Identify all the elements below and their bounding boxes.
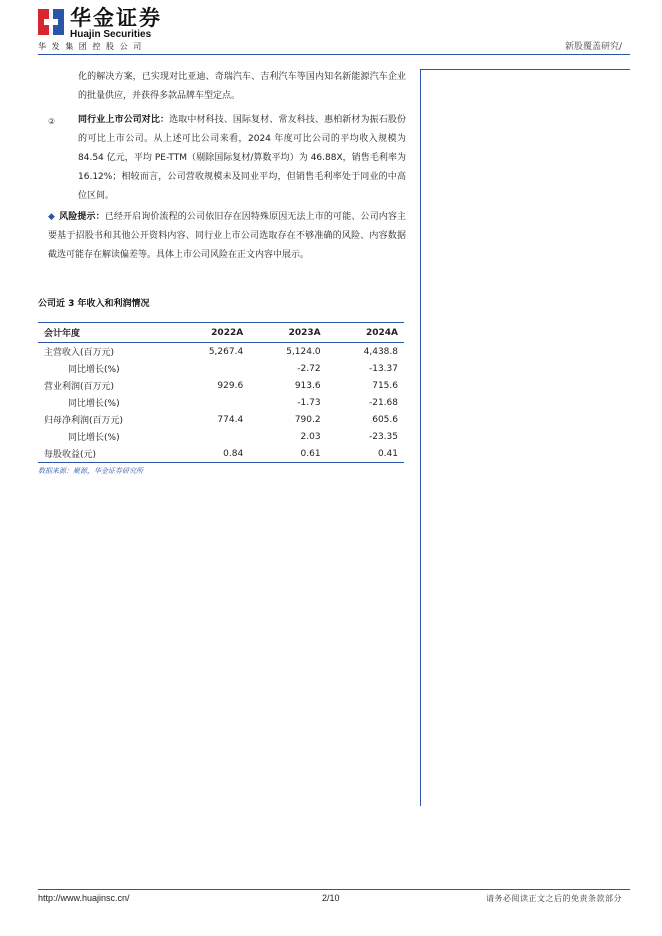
header-divider [38, 54, 630, 55]
table-row [38, 377, 404, 394]
cell-value: 4,438.8 [363, 346, 398, 357]
cell-value: -1.73 [297, 397, 321, 408]
cell-value: 790.2 [294, 414, 321, 425]
page-number: 2/10 [322, 893, 340, 903]
table-row [38, 343, 404, 361]
cell-value: 715.6 [372, 380, 398, 391]
row-label: 归母净利润(百万元) [44, 416, 124, 426]
row-label: 营业利润(百万元) [44, 382, 115, 392]
financial-table [38, 322, 404, 463]
paragraph-peer-comparison [78, 111, 406, 206]
cell-value: 5,267.4 [208, 346, 244, 357]
cell-value [172, 394, 249, 411]
huajin-logo-icon [38, 9, 64, 35]
table-source-note: 数据来源：聚源，华金证券研究所 [38, 467, 143, 475]
table-row [38, 445, 404, 463]
row-label: 主营收入(百万元) [44, 348, 115, 358]
cell-value: 0.61 [249, 445, 326, 463]
row-label: 同比增长(%) [68, 365, 120, 375]
peer-comparison-text: 选取中材科技、国际复材、常友科技、惠柏新材为振石股份的可比上市公司。从上述可比公司来看，2024 年度可比公司的平均收入规模为 84.54 亿元，平均 PE-TTM（剔除国际复材/算数平均）为 46.88X，销售毛利率为 16.12%；相较而言，公司营收规模未及同业平均，但销售毛利率处于同业的中高位区间。 [78, 115, 406, 201]
cell-value: 929.6 [217, 380, 244, 391]
table-row [38, 428, 404, 445]
cell-value: 0.84 [172, 445, 249, 463]
cell-value [172, 360, 249, 377]
cell-value: 774.4 [217, 414, 244, 425]
table-row [38, 411, 404, 428]
logo-english-name: Huajin Securities [70, 29, 152, 40]
report-section-label: 新股覆盖研究/ [564, 42, 622, 52]
header-2022a: 2022A [172, 323, 249, 343]
cell-value: 5,124.0 [286, 346, 321, 357]
table-header-row [38, 323, 404, 343]
row-label: 每股收益(元) [38, 445, 172, 463]
footer-website-link[interactable]: http://www.huajinsc.cn/ [38, 893, 130, 903]
cell-value: -2.72 [297, 363, 321, 374]
list-marker-2: ② [48, 117, 56, 126]
footer-divider [38, 889, 630, 890]
cell-value: 913.6 [294, 380, 321, 391]
cell-value: 0.41 [327, 445, 404, 463]
peer-comparison-heading: 同行业上市公司对比： [78, 115, 170, 125]
sidebar-top-rule [421, 69, 630, 70]
diamond-bullet-icon: ◆ [48, 212, 56, 222]
risk-heading: 风险提示： [59, 212, 105, 222]
cell-value: -23.35 [368, 431, 398, 442]
table-row [38, 394, 404, 411]
cell-value: 605.6 [372, 414, 398, 425]
cell-value: -21.68 [368, 397, 398, 408]
cell-value [172, 428, 249, 445]
footer-disclaimer: 请务必阅读正文之后的免责条款部分 [486, 894, 622, 903]
cell-value: 2.03 [300, 431, 321, 442]
header-2023a: 2023A [249, 323, 326, 343]
sidebar-divider [420, 69, 421, 806]
cell-value: -13.37 [368, 363, 398, 374]
logo-chinese-name: 华金证券 [70, 6, 162, 30]
paragraph-solutions: 化的解决方案，已实现对比亚迪、奇瑞汽车、吉利汽车等国内知名新能源汽车企业的批量供应，并获得多款品牌车型定点。 [78, 72, 406, 101]
row-label: 同比增长(%) [68, 399, 120, 409]
risk-text: 已经开启询价流程的公司依旧存在因特殊原因无法上市的可能、公司内容主要基于招股书和其他公开资料内容、同行业上市公司选取存在不够准确的风险、内容数据截选可能存在解读偏差等。具体上市公司风险在正文内容中展示。 [48, 212, 406, 260]
table-title: 公司近 3 年收入和利润情况 [38, 299, 150, 309]
paragraph-risk [48, 208, 406, 265]
table-row [38, 360, 404, 377]
header-year: 会计年度 [38, 323, 172, 343]
group-name: 华发集团控股公司 [38, 42, 147, 51]
header-2024a: 2024A [327, 323, 404, 343]
row-label: 同比增长(%) [68, 433, 120, 443]
